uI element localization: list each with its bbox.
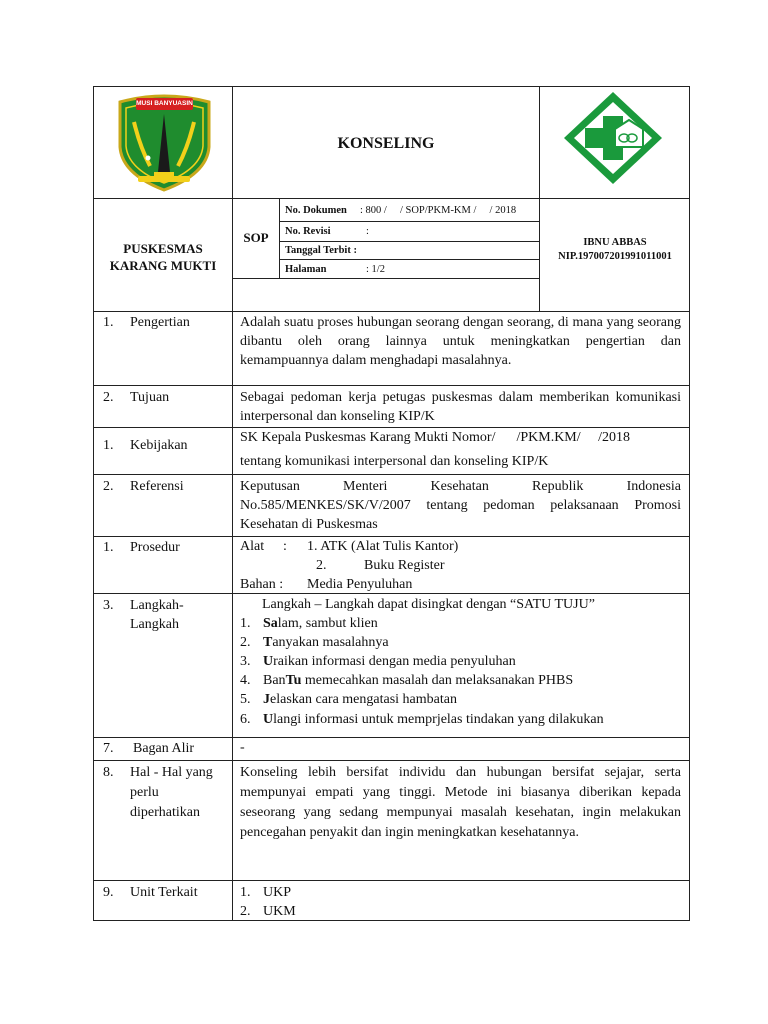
referensi-text: Keputusan Menteri Kesehatan Republik Indonesia No.585/MENKES/SK/V/2007 tentang pedoman pelaksanaan Promosi Kesehatan di Puskesmas: [240, 479, 681, 532]
page-label: Halaman: [285, 264, 327, 275]
bahan-label: Bahan :: [240, 577, 284, 592]
row-title: Kebijakan: [130, 438, 188, 453]
tujuan-text: Sebagai pedoman kerja petugas puskesmas dalam memberikan komunikasi interpersonal dan konseling KIP/K: [240, 390, 681, 424]
signer-name: IBNU ABBAS: [583, 237, 647, 248]
row-number: 1.: [103, 315, 114, 330]
list-text: langi informasi untuk memprjelas tindakan yang dilakukan: [273, 712, 604, 727]
list-number: 4.: [240, 673, 251, 688]
row-title: Tujuan: [130, 390, 170, 405]
list-item: [240, 710, 251, 729]
revision-value: :: [366, 226, 369, 237]
district-logo: [112, 92, 217, 192]
unit-item: UKP: [263, 885, 292, 900]
list-text: raikan informasi dengan media penyuluhan: [273, 654, 516, 669]
list-item: [240, 652, 251, 671]
list-item: [240, 614, 251, 633]
unit-item-number: 1.: [240, 885, 251, 900]
hal-text: Konseling lebih bersifat individu dan hubungan bersifat sejajar, serta mempunyai empati yang tinggi. Metode ini biasanya diberikan kepada seseorang yang sedang mempunyai masalah kesehatan, ingin melakukan pencegahan penyakit dan ingin meningkatkan kesehatannya.: [240, 765, 681, 840]
org-name: [94, 240, 232, 274]
header-divider: [93, 198, 690, 199]
list-number: 3.: [240, 654, 251, 669]
bagan-text: -: [240, 740, 245, 755]
content-divider: [93, 385, 690, 386]
list-text: elaskan cara mengatasi hambatan: [270, 692, 457, 707]
row-title: [130, 763, 213, 823]
list-number: 5.: [240, 692, 251, 707]
row-title: Unit Terkait: [130, 885, 198, 900]
revision-label: No. Revisi: [285, 226, 331, 237]
list-item: [240, 671, 251, 690]
content-divider: [93, 760, 690, 761]
list-text: Ban: [263, 673, 286, 688]
list-item: [263, 652, 516, 671]
list-item: [240, 633, 251, 652]
row-title-line1: Langkah-: [130, 598, 184, 613]
list-item: [263, 710, 604, 729]
row-title: Bagan Alir: [133, 741, 195, 756]
list-bold: Sa: [263, 616, 278, 631]
sop-label: SOP: [243, 230, 269, 245]
row-title-line1: Hal - Hal yang: [130, 765, 213, 780]
list-item: [263, 633, 389, 652]
row-number: 3.: [103, 598, 114, 613]
pengertian-text: Adalah suatu proses hubungan seorang dengan seorang, di mana yang seorang dibantu oleh orang lainnya untuk meningkatkan pengertian dan kemampuannya dalam menghadapi masalahnya.: [240, 315, 681, 368]
alat-item-1: 1. ATK (Alat Tulis Kantor): [307, 539, 459, 554]
kebijakan-line2: tentang komunikasi interpersonal dan konseling KIP/K: [240, 454, 549, 469]
list-number: 6.: [240, 712, 251, 727]
row-title: Pengertian: [130, 315, 190, 330]
list-number: 1.: [240, 616, 251, 631]
content-divider: [93, 474, 690, 475]
org-name-line2: KARANG MUKTI: [109, 258, 217, 273]
puskesmas-logo: [561, 89, 665, 187]
bahan-value: Media Penyuluhan: [307, 577, 413, 592]
doc-number-value: : 800 / / SOP/PKM-KM / / 2018: [360, 205, 517, 216]
content-divider: [232, 311, 233, 921]
page-title: KONSELING: [337, 135, 435, 152]
list-item: [263, 614, 378, 633]
signer-nip: NIP.197007201991011001: [558, 251, 672, 262]
unit-item-number: 2.: [240, 904, 251, 919]
row-title-line2: Langkah: [130, 617, 179, 632]
list-bold: Tu: [285, 673, 302, 688]
page-value: : 1/2: [366, 264, 385, 275]
row-title-line3: diperhatikan: [130, 805, 200, 820]
row-number: 2.: [103, 390, 114, 405]
content-divider: [93, 880, 690, 881]
row-number: 1.: [103, 438, 114, 453]
alat-item-2: Buku Register: [364, 558, 445, 573]
logo-text: MUSI BANYUASIN: [136, 100, 193, 107]
langkah-intro: Langkah – Langkah dapat disingkat dengan “SATU TUJU”: [262, 597, 595, 612]
header-divider: [539, 86, 540, 312]
row-number: 7.: [103, 741, 114, 756]
row-number: 9.: [103, 885, 114, 900]
org-name-line1: PUSKESMAS: [123, 241, 203, 256]
list-number: 2.: [240, 635, 251, 650]
list-text: memecahkan masalah dan melaksanakan PHBS: [301, 673, 574, 688]
row-title: [130, 596, 184, 634]
row-number: 2.: [103, 479, 114, 494]
doc-number-label: No. Dokumen: [285, 205, 347, 216]
list-bold: U: [263, 654, 274, 669]
row-number: 1.: [103, 540, 114, 555]
list-text: lam, sambut klien: [277, 616, 378, 631]
header-divider: [233, 278, 539, 279]
row-number: 8.: [103, 765, 114, 780]
list-bold: U: [263, 712, 274, 727]
list-item: [263, 671, 573, 690]
signer: [540, 236, 690, 264]
list-bold: J: [263, 692, 270, 707]
row-title-line2: perlu: [130, 785, 159, 800]
list-item: [263, 690, 457, 709]
header-divider: [279, 198, 280, 278]
kebijakan-line1: SK Kepala Puskesmas Karang Mukti Nomor/ /PKM.KM/ /2018: [240, 430, 631, 445]
alat-label: Alat: [240, 539, 265, 554]
alat-separator: :: [283, 539, 287, 554]
row-title: Prosedur: [130, 540, 180, 555]
unit-item: UKM: [263, 904, 296, 919]
list-item: [240, 690, 251, 709]
list-text: anyakan masalahnya: [272, 635, 389, 650]
list-bold: T: [263, 635, 273, 650]
issue-date-label: Tanggal Terbit :: [285, 245, 357, 256]
alat-item-2-number: 2.: [316, 558, 327, 573]
content-divider: [93, 737, 690, 738]
row-title: Referensi: [130, 479, 184, 494]
